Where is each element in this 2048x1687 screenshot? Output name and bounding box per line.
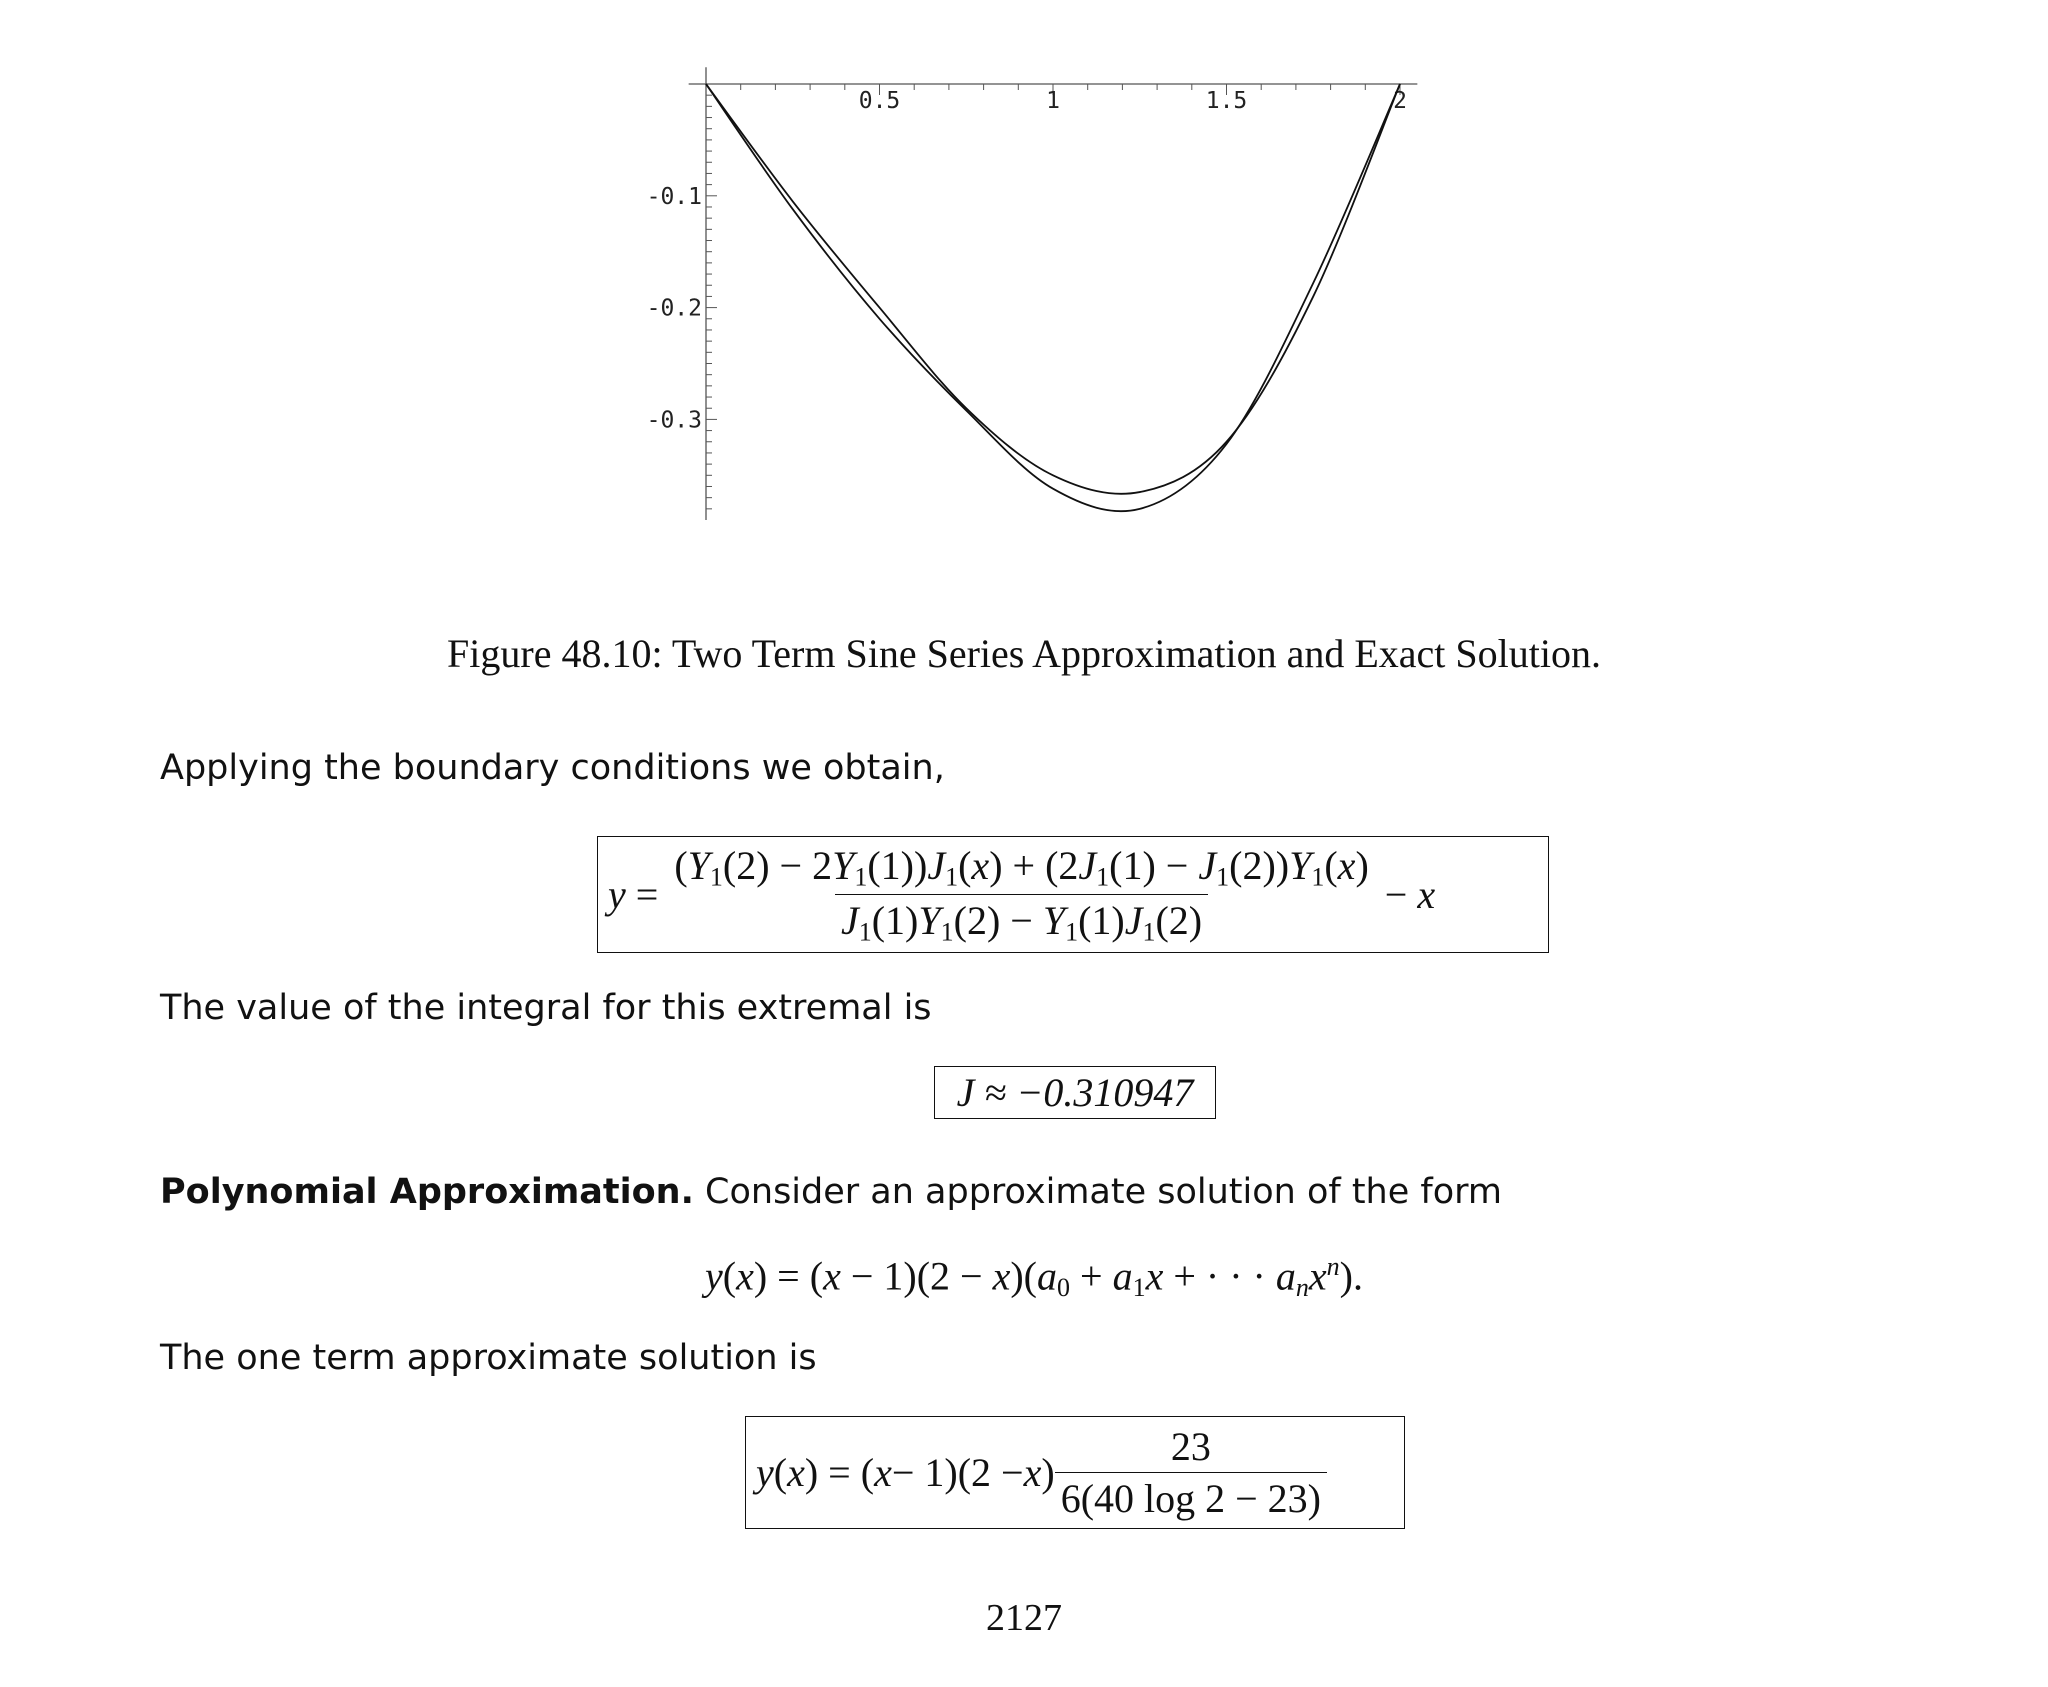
one-term-formula: y ( x ) = ( x − 1)(2 − x ) $\frac{23}{6(40 \log 2 - 23)}$ [745,1416,1405,1529]
x-tick-label: 0.5 [858,88,901,114]
polynomial-body: Consider an approximate solution of the form [705,1172,1502,1212]
x-tick-label: 2 [1393,88,1407,114]
x-tick-label: 1 [1046,88,1060,114]
integral-text: The value of the integral for this extremal is [160,988,932,1028]
j-value-box [934,1066,1216,1119]
plot-series [706,84,1400,511]
j-value: J ≈ −0.310947 [956,1070,1194,1115]
y-solution-formula: y = $\frac{(Y_1(2) - 2Y_1(1))J_1(x) + (2J_1(1) - J_1(2))Y_1(x)}{J_1(1)Y_1(2) - Y_1(1)J_1(2)}$ − x [597,836,1549,953]
polynomial-paragraph [160,1172,1502,1212]
boundary-text: Applying the boundary conditions we obtain, [160,748,945,788]
x-tick-label: 1.5 [1205,88,1248,114]
y-tick-label: -0.3 [646,407,702,434]
polynomial-form-formula: $y(x) = (x - 1)(2 - x)(a_0 + a_1x$ + · · · $a_nx^n$). [705,1252,1363,1302]
one-term-fraction: $\frac{23}{6(40 \log 2 - 23)}$ [1055,1423,1327,1522]
y-solution-fraction: $\frac{(Y_1(2) - 2Y_1(1))J_1(x) + (2J_1(1) - J_1(2))Y_1(x)}{J_1(1)Y_1(2) - Y_1(1)J_1(2)}$ [674,842,1369,947]
x-ticks [859,88,1407,114]
y-ticks [647,184,702,434]
series-line-exact [706,84,1400,511]
figure-caption: Figure 48.10: Two Term Sine Series Approximation and Exact Solution. [447,631,1601,676]
y-tick-label: -0.2 [646,295,702,322]
y-tick-label: -0.1 [646,183,702,210]
one-term-text: The one term approximate solution is [160,1338,817,1378]
series-line-approximation [706,84,1400,494]
polynomial-heading: Polynomial Approximation. [160,1172,694,1212]
page-number: 2127 [986,1597,1062,1639]
solution-plot [560,40,1460,560]
